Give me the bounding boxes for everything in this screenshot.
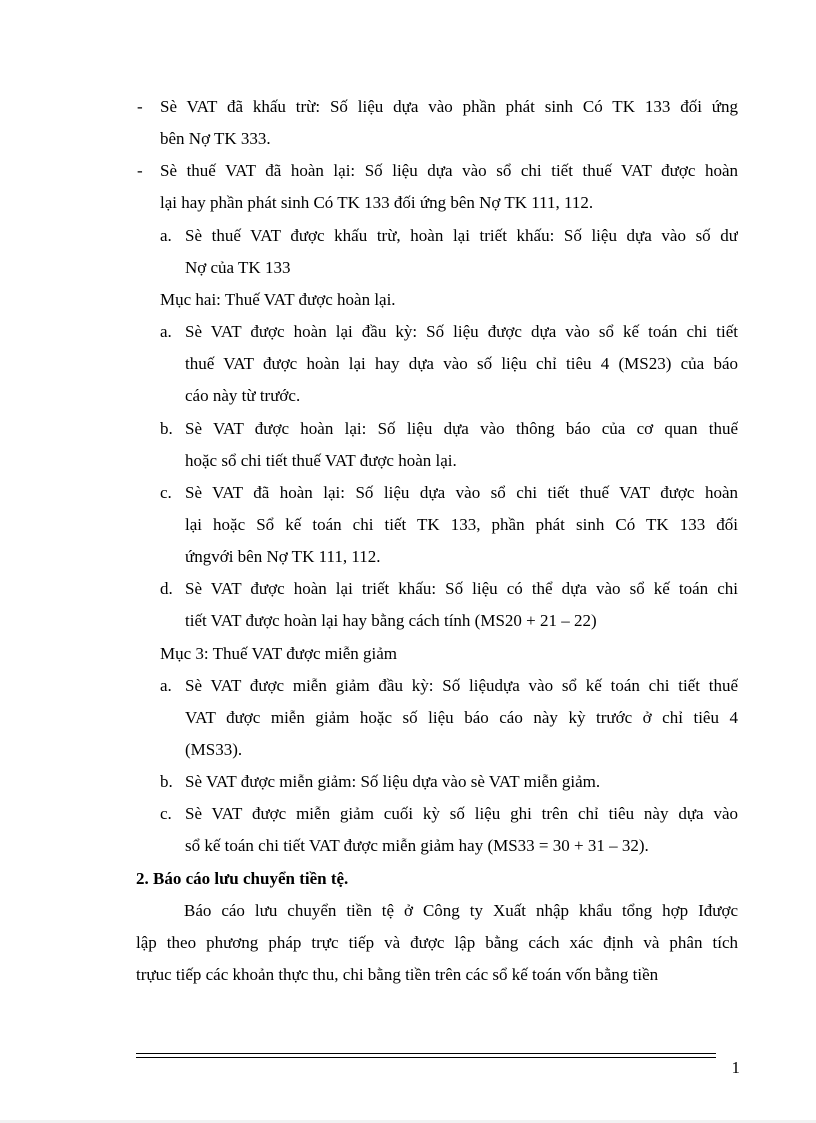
list-marker-a: a. bbox=[160, 676, 172, 695]
text-line: thuế VAT được hoàn lại hay dựa vào số liệu chỉ tiêu 4 (MS23) của báo bbox=[185, 354, 738, 373]
text-line: bên Nợ TK 333. bbox=[160, 129, 271, 148]
footer-rule bbox=[136, 1053, 716, 1054]
text-line: hoặc sổ chi tiết thuế VAT được hoàn lại. bbox=[185, 451, 457, 470]
text-line: Nợ của TK 133 bbox=[185, 258, 291, 277]
text-line: Sè VAT được miễn giảm đầu kỳ: Số liệudựa vào sổ kế toán chi tiết thuế bbox=[185, 676, 738, 695]
list-marker-c: c. bbox=[160, 483, 172, 502]
paragraph-line: lập theo phương pháp trực tiếp và được lập bằng cách xác định và phân tích bbox=[136, 933, 738, 952]
text-line: Sè VAT được hoàn lại đầu kỳ: Số liệu được dựa vào sổ kế toán chi tiết bbox=[185, 322, 738, 341]
section-label: Mục hai: Thuế VAT được hoàn lại. bbox=[160, 290, 396, 309]
text-line: lại hay phần phát sinh Có TK 133 đối ứng bên Nợ TK 111, 112. bbox=[160, 193, 594, 212]
section-label: Mục 3: Thuế VAT được miễn giảm bbox=[160, 644, 397, 663]
section-heading: 2. Báo cáo lưu chuyển tiền tệ. bbox=[136, 869, 349, 888]
text-line: Sè VAT được miễn giảm cuối kỳ số liệu ghi trên chỉ tiêu này dựa vào bbox=[185, 804, 738, 823]
text-line: VAT được miễn giảm hoặc số liệu báo cáo này kỳ trước ở chỉ tiêu 4 bbox=[185, 708, 738, 727]
text-line: Sè VAT đã khấu trừ: Số liệu dựa vào phần phát sinh Có TK 133 đối ứng bbox=[160, 97, 738, 116]
text-line: Sè VAT đã hoàn lại: Số liệu dựa vào sổ chi tiết thuế VAT được hoàn bbox=[185, 483, 738, 502]
paragraph-line: Báo cáo lưu chuyển tiền tệ ở Công ty Xuất nhập khẩu tổng hợp Iđược bbox=[184, 901, 738, 920]
list-marker-b: b. bbox=[160, 419, 173, 438]
list-marker-a: a. bbox=[160, 226, 172, 245]
page-number: 1 bbox=[731, 1058, 740, 1077]
list-marker-c: c. bbox=[160, 804, 172, 823]
text-line: Sè thuế VAT được khấu trừ, hoàn lại triết khấu: Số liệu dựa vào số dư bbox=[185, 226, 738, 245]
text-line: sổ kế toán chi tiết VAT được miễn giảm hay (MS33 = 30 + 31 – 32). bbox=[185, 836, 649, 855]
list-marker-b: b. bbox=[160, 772, 173, 791]
list-marker-d: d. bbox=[160, 579, 173, 598]
text-line: lại hoặc Sổ kế toán chi tiết TK 133, phần phát sinh Có TK 133 đối bbox=[185, 515, 738, 534]
bullet-dash: - bbox=[137, 161, 143, 180]
list-marker-a: a. bbox=[160, 322, 172, 341]
text-line: tiết VAT được hoàn lại hay bằng cách tính (MS20 + 21 – 22) bbox=[185, 611, 597, 630]
paragraph-line: trựuc tiếp các khoản thực thu, chi bằng tiền trên các sổ kế toán vốn bằng tiền bbox=[136, 965, 659, 984]
text-line: (MS33). bbox=[185, 740, 243, 759]
text-line: Sè VAT được miễn giảm: Số liệu dựa vào sè VAT miễn giảm. bbox=[185, 772, 601, 791]
text-line: cáo này từ trước. bbox=[185, 386, 301, 405]
bullet-dash: - bbox=[137, 97, 143, 116]
text-line: ứngvới bên Nợ TK 111, 112. bbox=[185, 547, 381, 566]
text-line: Sè VAT được hoàn lại triết khấu: Số liệu có thể dựa vào sổ kế toán chi bbox=[185, 579, 738, 598]
text-line: Sè VAT được hoàn lại: Số liệu dựa vào thông báo của cơ quan thuế bbox=[185, 419, 738, 438]
text-line: Sè thuế VAT đã hoàn lại: Số liệu dựa vào sổ chi tiết thuế VAT được hoàn bbox=[160, 161, 738, 180]
footer-rule bbox=[136, 1057, 716, 1058]
